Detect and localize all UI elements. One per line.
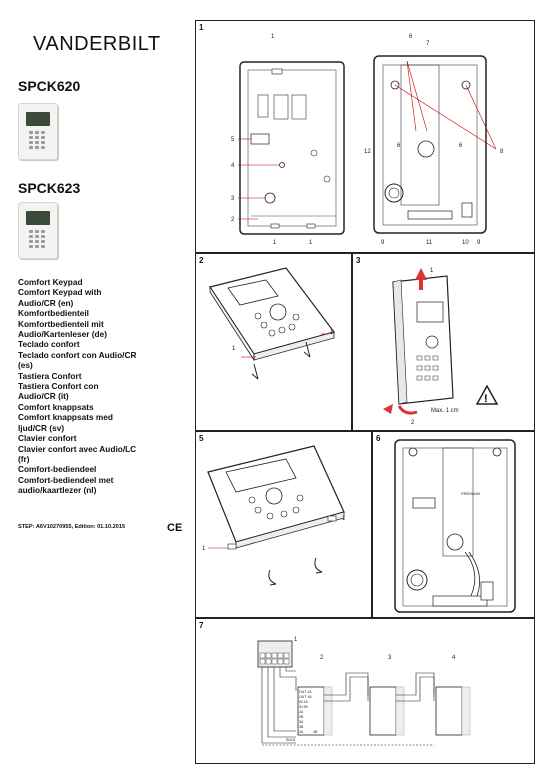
product-title-line: Audio/Kartenleser (de) xyxy=(18,329,107,340)
keypad-lid-diagram xyxy=(196,254,351,430)
product-title-line: ljud/CR (sv) xyxy=(18,422,65,433)
model-name-spck623: SPCK623 xyxy=(18,180,81,196)
max-gap-note: Max. 1 cm xyxy=(431,408,459,414)
product-title-line: Komfortbedienteil mit xyxy=(18,318,104,329)
keypad-closing-diagram xyxy=(196,432,371,617)
product-title-line: audio/kaartlezer (nl) xyxy=(18,485,97,496)
terminal-label: IN 2A xyxy=(299,700,308,704)
callout-label: 3 xyxy=(388,655,392,661)
callout-label: 8 xyxy=(500,149,504,155)
callout-label: 1 xyxy=(294,637,298,643)
callout-label: 4 xyxy=(452,655,456,661)
product-title-line: Comfort Keypad with xyxy=(18,287,102,298)
figure-panel-7 xyxy=(195,618,535,764)
callout-label: 6 xyxy=(397,143,401,149)
terminal-label: OUT 1B xyxy=(299,695,312,699)
model-name-spck620: SPCK620 xyxy=(18,78,81,94)
backplate-mounted-diagram xyxy=(373,432,534,617)
terminal-label: SHLD xyxy=(286,738,296,742)
product-title-line: Teclado confort xyxy=(18,339,80,350)
callout-label: 2 xyxy=(231,217,235,223)
terminal-label: 3A xyxy=(299,720,304,724)
callout-label: 12 xyxy=(364,149,371,155)
callout-label: 3 xyxy=(231,196,235,202)
product-title-line: Tastiera Confort xyxy=(18,370,82,381)
keypad-removal-diagram xyxy=(353,254,534,430)
terminal-label: 2A xyxy=(299,710,304,714)
ce-mark: CE xyxy=(167,522,183,534)
figure-panel-1 xyxy=(195,20,535,253)
callout-label: 5 xyxy=(231,137,235,143)
callout-label: 1 xyxy=(232,346,236,352)
callout-label: 2 xyxy=(411,420,415,426)
callout-label: 1 xyxy=(271,34,275,40)
product-title-line: Teclado confort con Audio/CR xyxy=(18,349,137,360)
product-titles xyxy=(18,277,188,496)
product-title-line: Audio/CR (en) xyxy=(18,297,74,308)
terminal-label: 2B xyxy=(299,715,304,719)
callout-label: 1 xyxy=(273,240,277,246)
panel-number: 1 xyxy=(199,23,204,32)
keypad-device-icon xyxy=(18,103,58,160)
callout-label: 1 xyxy=(430,268,434,274)
document-step-edition: STEP: A6V10270955, Edition: 01.10.2015 xyxy=(18,524,126,530)
product-title-line: Audio/CR (it) xyxy=(18,391,69,402)
terminal-label: OUT 1A xyxy=(299,690,312,694)
product-title-line: Clavier confort avec Audio/LC xyxy=(18,443,137,454)
panel-number: 3 xyxy=(356,256,361,265)
product-title-line: Komfortbedienteil xyxy=(18,308,89,319)
product-title-line: Comfort-bediendeel xyxy=(18,464,97,475)
callout-label: 1 xyxy=(202,546,206,552)
product-title-line: Comfort knappsats xyxy=(18,401,94,412)
callout-label: 6 xyxy=(409,34,413,40)
callout-label: 1 xyxy=(342,516,346,522)
premium-label: PREMIUM xyxy=(461,491,480,496)
callout-label: 11 xyxy=(426,240,433,246)
product-title-line: Comfort-bediendeel met xyxy=(18,474,114,485)
keypad-device-icon xyxy=(18,202,58,259)
product-title-line: Comfort Keypad xyxy=(18,277,83,287)
callout-label: 6 xyxy=(459,143,463,149)
panel-number: 7 xyxy=(199,621,204,630)
callout-label: 4 xyxy=(231,163,235,169)
panel-number: 6 xyxy=(376,434,381,443)
figure-panel-3 xyxy=(352,253,535,431)
callout-label: 1 xyxy=(330,330,334,336)
wiring-diagram xyxy=(196,619,534,763)
callout-label: 9 xyxy=(477,240,481,246)
product-title-line: Clavier confort xyxy=(18,433,77,444)
callout-label: 1 xyxy=(309,240,313,246)
product-title-line: (es) xyxy=(18,360,33,371)
figure-panel-2 xyxy=(195,253,352,431)
callout-label: 10 xyxy=(462,240,469,246)
cover-column xyxy=(0,0,190,780)
backplate-diagram xyxy=(196,21,534,252)
svg-text:!: ! xyxy=(484,393,488,405)
terminal-label: 4A xyxy=(299,730,304,734)
panel-number: 2 xyxy=(199,256,204,265)
product-title-line: Comfort knappsats med xyxy=(18,412,113,423)
terminal-label: 3B xyxy=(299,725,304,729)
callout-label: 2 xyxy=(320,655,324,661)
panel-number: 5 xyxy=(199,434,204,443)
callout-label: 7 xyxy=(426,41,430,47)
callout-label: 9 xyxy=(381,240,385,246)
figure-panel-5 xyxy=(195,431,372,618)
figure-panel-6 xyxy=(372,431,535,618)
terminal-label: IN 2B xyxy=(299,705,308,709)
vanderbilt-logo: VANDERBILT xyxy=(33,33,161,55)
terminal-label: 4B xyxy=(313,730,318,734)
product-title-line: Tastiera Confort con xyxy=(18,381,99,392)
product-title-line: (fr) xyxy=(18,453,30,464)
